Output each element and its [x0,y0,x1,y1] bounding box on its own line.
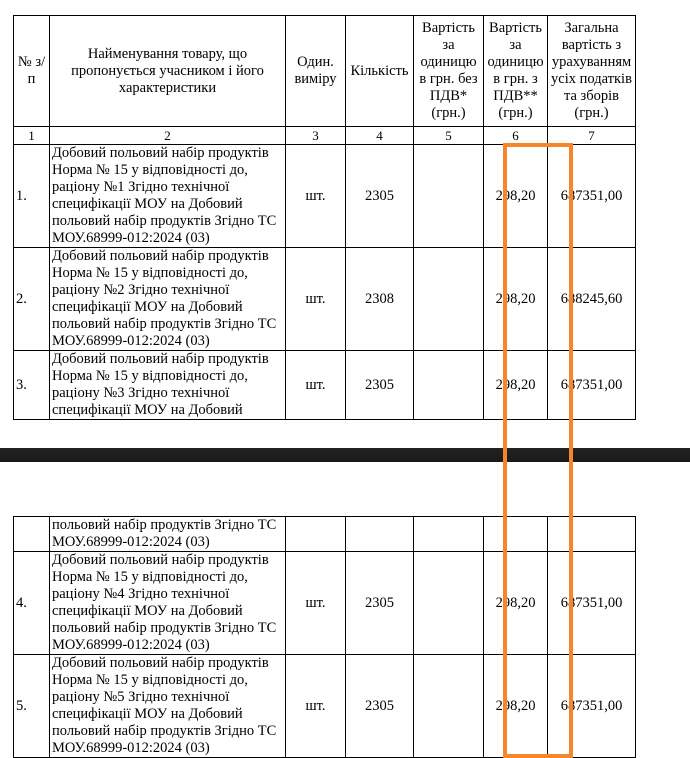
table-header-row [14,16,636,127]
total: 687351,00 [548,351,636,420]
price-vat: 298,20 [484,552,548,655]
table-row-continuation [14,517,636,552]
price-vat: 298,20 [484,248,548,351]
table-row [14,145,636,248]
row-number: 1. [14,145,50,248]
price-vat [484,517,548,552]
header-unit: Один. виміру [286,16,346,127]
unit: шт. [286,655,346,758]
product-name: Добовий польовий набір продуктів Норма № 15 у відповідності до, раціону №3 Згідно технічної специфікації МОУ на Добовий [50,351,286,420]
quantity: 2308 [346,248,414,351]
unit: шт. [286,552,346,655]
column-number: 3 [286,127,346,145]
price-vat: 298,20 [484,145,548,248]
header-price-vat: Вартість за одиницю в грн. з ПДВ** (грн.) [484,16,548,127]
price-table-page-2 [13,516,636,758]
price-no-vat [414,248,484,351]
total [548,517,636,552]
header-quantity: Кількість [346,16,414,127]
price-no-vat [414,552,484,655]
column-number: 4 [346,127,414,145]
unit [286,517,346,552]
quantity [346,517,414,552]
column-number-row [14,127,636,145]
row-number: 4. [14,552,50,655]
column-number: 7 [548,127,636,145]
total: 687351,00 [548,552,636,655]
row-number: 5. [14,655,50,758]
page-break-divider [0,448,690,462]
quantity: 2305 [346,351,414,420]
product-name: Добовий польовий набір продуктів Норма № 15 у відповідності до, раціону №4 Згідно технічної специфікації МОУ на Добовий польовий набір продуктів Згідно ТС МОУ.68999-012:2024 (03) [50,552,286,655]
header-number: № з/п [14,16,50,127]
quantity: 2305 [346,145,414,248]
table-row [14,552,636,655]
quantity: 2305 [346,552,414,655]
table-row [14,248,636,351]
column-number: 6 [484,127,548,145]
price-vat: 298,20 [484,655,548,758]
header-price-no-vat: Вартість за одиницю в грн. без ПДВ* (грн.) [414,16,484,127]
price-no-vat [414,517,484,552]
row-number [14,517,50,552]
price-no-vat [414,351,484,420]
product-name: Добовий польовий набір продуктів Норма № 15 у відповідності до, раціону №1 Згідно технічної специфікації МОУ на Добовий польовий набір продуктів Згідно ТС МОУ.68999-012:2024 (03) [50,145,286,248]
price-no-vat [414,145,484,248]
unit: шт. [286,248,346,351]
header-total: Загальна вартість з урахуванням усіх податків та зборів (грн.) [548,16,636,127]
total: 688245,60 [548,248,636,351]
unit: шт. [286,145,346,248]
header-product-name: Найменування товару, що пропонується учасником і його характеристики [50,16,286,127]
column-number: 2 [50,127,286,145]
column-number: 5 [414,127,484,145]
table-row [14,655,636,758]
product-name: Добовий польовий набір продуктів Норма № 15 у відповідності до, раціону №2 Згідно технічної специфікації МОУ на Добовий польовий набір продуктів Згідно ТС МОУ.68999-012:2024 (03) [50,248,286,351]
row-number: 2. [14,248,50,351]
total: 687351,00 [548,655,636,758]
row-number: 3. [14,351,50,420]
price-vat: 298,20 [484,351,548,420]
price-table-page-1 [13,15,636,420]
column-number: 1 [14,127,50,145]
price-no-vat [414,655,484,758]
table-row [14,351,636,420]
product-name: Добовий польовий набір продуктів Норма № 15 у відповідності до, раціону №5 Згідно технічної специфікації МОУ на Добовий польовий набір продуктів Згідно ТС МОУ.68999-012:2024 (03) [50,655,286,758]
product-name: польовий набір продуктів Згідно ТС МОУ.68999-012:2024 (03) [50,517,286,552]
quantity: 2305 [346,655,414,758]
total: 687351,00 [548,145,636,248]
unit: шт. [286,351,346,420]
